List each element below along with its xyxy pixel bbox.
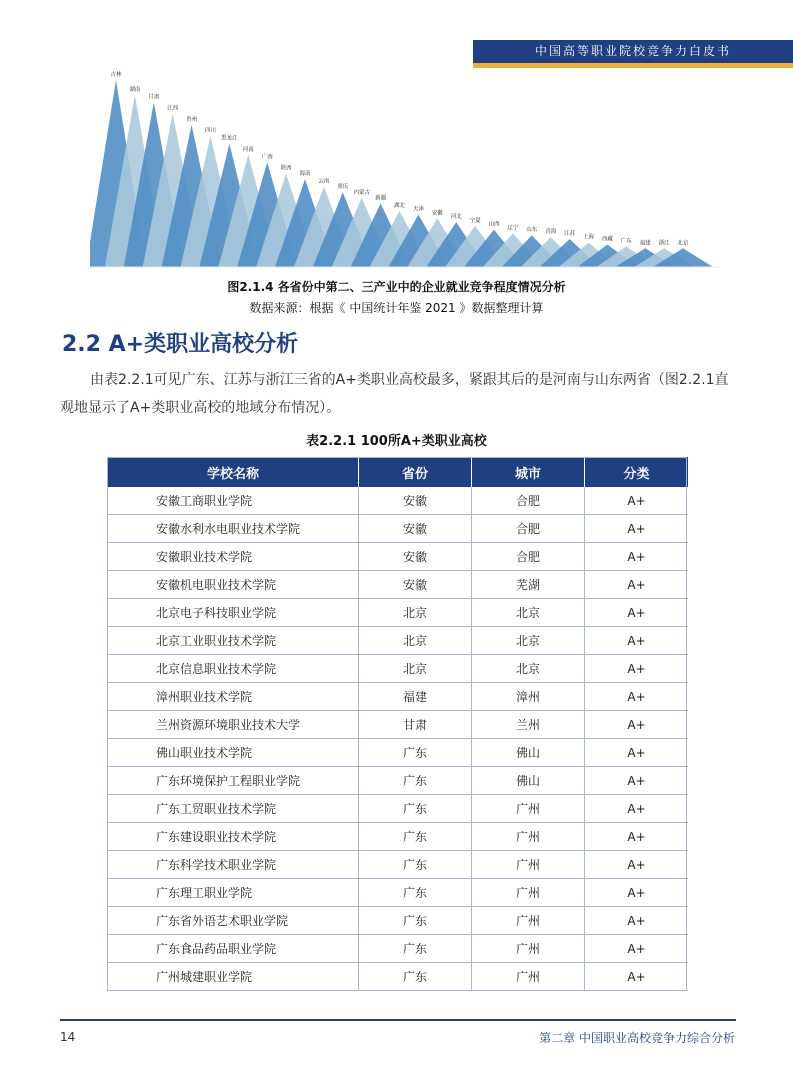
cell-school-name: 安徽职业技术学院 xyxy=(108,543,359,571)
cell-school-name: 北京工业职业技术学院 xyxy=(108,627,359,655)
category-label: 西藏 xyxy=(601,236,613,243)
cell-school-name: 佛山职业技术学院 xyxy=(108,739,359,767)
category-label: 江苏 xyxy=(564,230,576,237)
header-school-name: 学校名称 xyxy=(108,457,359,487)
cell-province: 甘肃 xyxy=(359,711,472,739)
cell-school-name: 广州城建职业学院 xyxy=(108,963,359,991)
book-title: 中国高等职业院校竞争力白皮书 xyxy=(473,40,793,63)
cell-city: 佛山 xyxy=(472,767,585,795)
table-row xyxy=(108,823,688,851)
cell-province: 广东 xyxy=(359,739,472,767)
footer-divider xyxy=(60,1019,736,1021)
category-label: 宁夏 xyxy=(469,217,481,224)
cell-category: A+ xyxy=(585,599,689,627)
chapter-title: 第二章 中国职业高校竞争力综合分析 xyxy=(539,1031,735,1045)
cell-province: 北京 xyxy=(359,627,472,655)
cell-category: A+ xyxy=(585,683,689,711)
cell-city: 广州 xyxy=(472,823,585,851)
cell-school-name: 北京信息职业技术学院 xyxy=(108,655,359,683)
cell-school-name: 安徽水利水电职业技术学院 xyxy=(108,515,359,543)
cell-city: 广州 xyxy=(472,935,585,963)
table-row xyxy=(108,963,688,991)
category-label: 天津 xyxy=(412,206,424,213)
page-number: 14 xyxy=(60,1030,76,1044)
cell-province: 安徽 xyxy=(359,515,472,543)
cell-province: 安徽 xyxy=(359,571,472,599)
table-row xyxy=(108,711,688,739)
cell-school-name: 广东食品药品职业学院 xyxy=(108,935,359,963)
cell-school-name: 兰州资源环境职业技术大学 xyxy=(108,711,359,739)
table-row xyxy=(108,767,688,795)
province-competition-chart xyxy=(90,62,720,274)
category-label: 山东 xyxy=(526,227,538,234)
cell-category: A+ xyxy=(585,711,689,739)
header-category: 分类 xyxy=(585,457,689,487)
table-row xyxy=(108,907,688,935)
cell-school-name: 广东环境保护工程职业学院 xyxy=(108,767,359,795)
category-label: 福建 xyxy=(639,240,651,247)
cell-category: A+ xyxy=(585,627,689,655)
cell-category: A+ xyxy=(585,823,689,851)
table-row xyxy=(108,543,688,571)
cell-city: 芜湖 xyxy=(472,571,585,599)
cell-category: A+ xyxy=(585,487,689,515)
category-label: 安徽 xyxy=(431,210,443,217)
cell-school-name: 安徽工商职业学院 xyxy=(108,487,359,515)
cell-category: A+ xyxy=(585,655,689,683)
cell-province: 广东 xyxy=(359,935,472,963)
cell-province: 广东 xyxy=(359,851,472,879)
cell-province: 广东 xyxy=(359,795,472,823)
cell-category: A+ xyxy=(585,935,689,963)
cell-city: 广州 xyxy=(472,879,585,907)
category-label: 广西 xyxy=(261,154,273,161)
category-label: 上海 xyxy=(582,234,595,241)
category-label: 甘肃 xyxy=(148,94,160,101)
category-label: 海南 xyxy=(299,171,311,178)
cell-city: 北京 xyxy=(472,655,585,683)
cell-province: 广东 xyxy=(359,767,472,795)
cell-category: A+ xyxy=(585,795,689,823)
category-label: 山西 xyxy=(488,221,500,228)
category-label: 四川 xyxy=(204,128,217,135)
category-label: 辽宁 xyxy=(507,225,519,232)
cell-city: 广州 xyxy=(472,795,585,823)
cell-school-name: 广东工贸职业技术学院 xyxy=(108,795,359,823)
cell-school-name: 广东理工职业学院 xyxy=(108,879,359,907)
category-label: 内蒙古 xyxy=(353,189,370,196)
cell-school-name: 漳州职业技术学院 xyxy=(108,683,359,711)
table-row xyxy=(108,739,688,767)
table-row xyxy=(108,599,688,627)
section-title: A+类职业高校分析 xyxy=(108,332,299,357)
table-header-row xyxy=(108,457,688,487)
figure-caption: 图2.1.4 各省份中第二、三产业中的企业就业竞争程度情况分析 xyxy=(227,280,566,294)
cell-category: A+ xyxy=(585,851,689,879)
cell-city: 北京 xyxy=(472,599,585,627)
cell-province: 安徽 xyxy=(359,487,472,515)
cell-city: 广州 xyxy=(472,851,585,879)
table-row xyxy=(108,879,688,907)
table-row xyxy=(108,487,688,515)
category-label: 吉林 xyxy=(110,72,122,78)
cell-city: 合肥 xyxy=(472,543,585,571)
category-label: 贵州 xyxy=(186,116,198,123)
category-label: 浙江 xyxy=(658,240,670,247)
cell-category: A+ xyxy=(585,767,689,795)
table-row xyxy=(108,795,688,823)
cell-school-name: 广东建设职业技术学院 xyxy=(108,823,359,851)
cell-province: 北京 xyxy=(359,655,472,683)
section-paragraph: 由表2.2.1可见广东、江苏与浙江三省的A+类职业高校最多，紧跟其后的是河南与山东两省（图2.2.1直观地显示了A+类职业高校的地域分布情况）。 xyxy=(60,372,729,416)
header-city: 城市 xyxy=(472,457,585,487)
table-row xyxy=(108,571,688,599)
section-number: 2.2 xyxy=(62,332,101,357)
cell-city: 北京 xyxy=(472,627,585,655)
cell-province: 广东 xyxy=(359,879,472,907)
table-row xyxy=(108,627,688,655)
cell-province: 安徽 xyxy=(359,543,472,571)
cell-category: A+ xyxy=(585,739,689,767)
category-label: 江西 xyxy=(167,105,179,112)
cell-city: 广州 xyxy=(472,907,585,935)
section-heading xyxy=(62,327,298,358)
table-row xyxy=(108,683,688,711)
table-row xyxy=(108,851,688,879)
category-label: 广东 xyxy=(620,238,632,245)
cell-category: A+ xyxy=(585,907,689,935)
category-label: 陕西 xyxy=(280,165,292,172)
category-label: 云南 xyxy=(318,178,330,185)
cell-city: 合肥 xyxy=(472,515,585,543)
cell-school-name: 安徽机电职业技术学院 xyxy=(108,571,359,599)
cell-city: 广州 xyxy=(472,963,585,991)
table-row xyxy=(108,655,688,683)
cell-school-name: 北京电子科技职业学院 xyxy=(108,599,359,627)
cell-school-name: 广东省外语艺术职业学院 xyxy=(108,907,359,935)
category-label: 河北 xyxy=(450,214,462,221)
cell-category: A+ xyxy=(585,571,689,599)
category-label: 湖北 xyxy=(393,202,406,209)
cell-province: 广东 xyxy=(359,963,472,991)
category-label: 湖南 xyxy=(129,86,141,93)
cell-city: 漳州 xyxy=(472,683,585,711)
cell-category: A+ xyxy=(585,515,689,543)
cell-province: 广东 xyxy=(359,823,472,851)
category-label: 重庆 xyxy=(337,184,349,191)
category-label: 新疆 xyxy=(375,195,387,202)
schools-table xyxy=(108,457,688,991)
cell-category: A+ xyxy=(585,963,689,991)
header-province: 省份 xyxy=(359,457,472,487)
table-row xyxy=(108,515,688,543)
category-label: 河南 xyxy=(242,146,254,153)
cell-province: 福建 xyxy=(359,683,472,711)
cell-category: A+ xyxy=(585,543,689,571)
cell-city: 合肥 xyxy=(472,487,585,515)
cell-city: 佛山 xyxy=(472,739,585,767)
category-label: 黑龙江 xyxy=(221,135,238,142)
cell-category: A+ xyxy=(585,879,689,907)
cell-province: 广东 xyxy=(359,907,472,935)
cell-city: 兰州 xyxy=(472,711,585,739)
cell-school-name: 广东科学技术职业学院 xyxy=(108,851,359,879)
table-caption: 表2.2.1 100所A+类职业高校 xyxy=(306,434,487,449)
cell-province: 北京 xyxy=(359,599,472,627)
category-label: 北京 xyxy=(677,240,689,247)
category-label: 青海 xyxy=(545,229,557,236)
figure-source: 数据来源：根据《 中国统计年鉴 2021 》数据整理计算 xyxy=(249,301,544,315)
table-row xyxy=(108,935,688,963)
